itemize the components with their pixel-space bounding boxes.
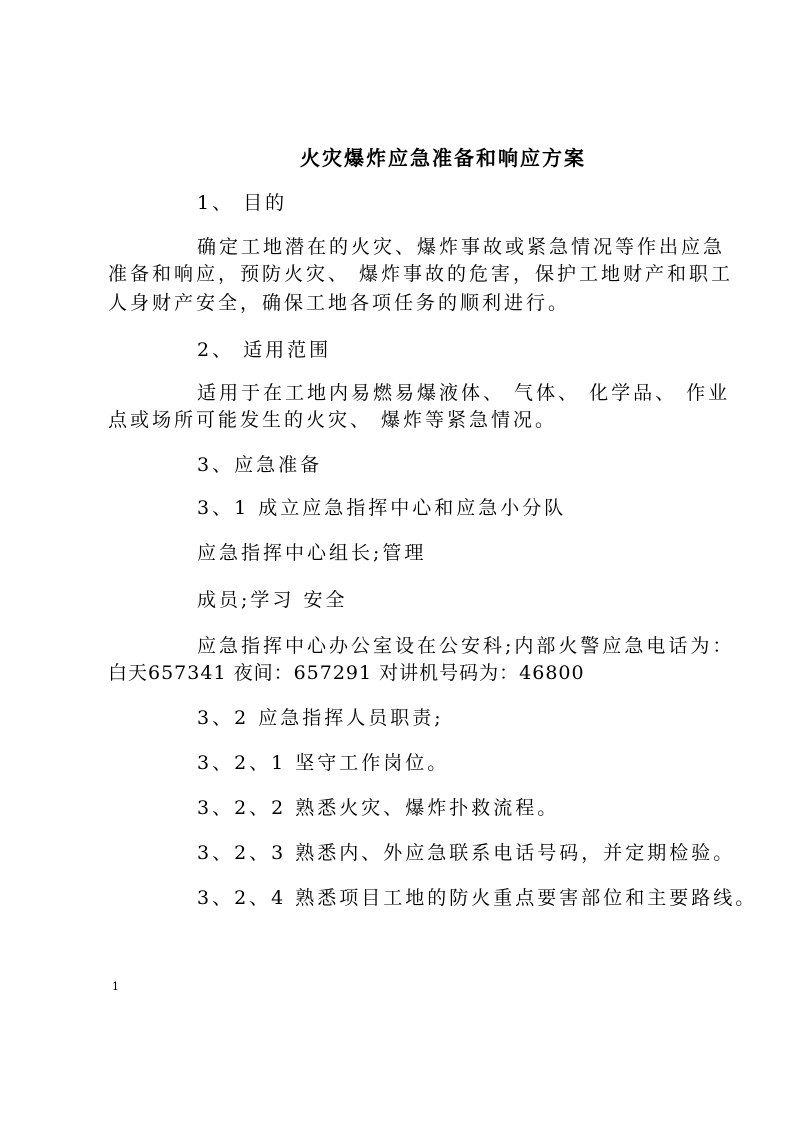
paragraph-line: 适用于在工地内易燃易爆液体、 气体、 化学品、 作业 bbox=[197, 382, 731, 404]
section-3-heading: 3、应急准备 bbox=[197, 454, 323, 476]
paragraph-line: 确定工地潜在的火灾、爆炸事故或紧急情况等作出应急 bbox=[197, 236, 726, 258]
list-item: 3、2、4 熟悉项目工地的防火重点要害部位和主要路线。 bbox=[197, 887, 758, 909]
paragraph-line: 白天657341 夜间：657291 对讲机号码为：46800 bbox=[108, 662, 585, 684]
paragraph-line: 应急指挥中心办公室设在公安科;内部火警应急电话为： bbox=[197, 635, 735, 657]
paragraph-line: 应急指挥中心组长;管理 bbox=[197, 542, 427, 564]
list-item: 3、2、1 坚守工作岗位。 bbox=[197, 752, 450, 774]
paragraph-line: 成员;学习 安全 bbox=[197, 589, 348, 611]
document-title: 火灾爆炸应急准备和响应方案 bbox=[300, 146, 586, 170]
paragraph-line: 点或场所可能发生的火灾、 爆炸等紧急情况。 bbox=[108, 409, 558, 431]
page-number: 1 bbox=[112, 980, 119, 993]
section-2-heading: 2、 适用范围 bbox=[197, 339, 332, 361]
paragraph-line: 准备和响应，预防火灾、 爆炸事故的危害，保护工地财产和职工 bbox=[108, 263, 734, 285]
paragraph-line: 人身财产安全，确保工地各项任务的顺利进行。 bbox=[108, 292, 571, 314]
subsection-heading: 3、2 应急指挥人员职责; bbox=[197, 707, 444, 729]
subsection-heading: 3、1 成立应急指挥中心和应急小分队 bbox=[197, 497, 567, 519]
section-1-heading: 1、 目的 bbox=[197, 192, 288, 214]
list-item: 3、2、2 熟悉火灾、爆炸扑救流程。 bbox=[197, 797, 560, 819]
list-item: 3、2、3 熟悉内、外应急联系电话号码，并定期检验。 bbox=[197, 842, 736, 864]
